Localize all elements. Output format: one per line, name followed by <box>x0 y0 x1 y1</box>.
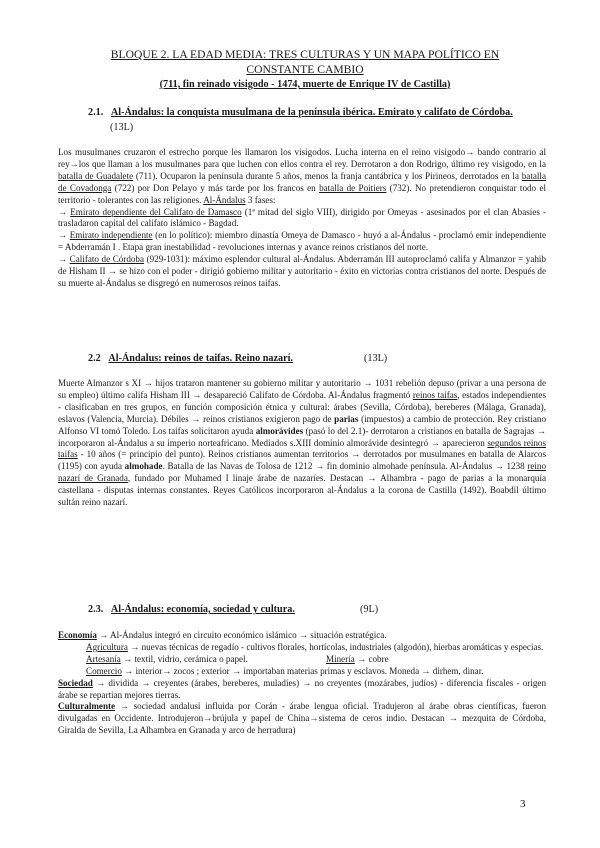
section-lines-2-2: (13L) <box>364 353 388 364</box>
section-lines-2-3: (9L) <box>360 604 379 615</box>
page-title-line-2: CONSTANTE CAMBIO <box>246 63 364 76</box>
section-heading-2-3: 2.3. Al-Ándalus: economía, sociedad y cultura. <box>88 604 295 615</box>
section-lines-2-1: (13L) <box>110 122 134 133</box>
section-2-2-body <box>58 378 546 509</box>
phase-item: → Califato de Córdoba (929-1031): máximo esplendor cultural al-Ándalus. Abderramán III autoproclamó califa y Almanzor = yahib de Hisham II → se hizo con el poder - dirigió gobierno militar y autoritario - éxito en victorias contra cristianos del norte. Después de su muerte al-Ándalus se disgregó en numerosos reinos taifas. <box>58 254 546 288</box>
section-2-3-body <box>58 630 546 737</box>
society-line: Sociedad → dividida → creyentes (árabes, bereberes, muladíes) → no creyentes (mozárabes, judíos) - diferencia fiscales - origen árabe se repartían mejores tierras. <box>58 677 546 700</box>
agriculture-line: Agricultura → nuevas técnicas de regadío - cultivos florales, hortícolas, industriales (algodón), hierbas aromáticas y especias. <box>86 641 544 652</box>
paragraph: Muerte Almanzor s XI → hijos trataron mantener su gobierno militar y autoritario → 1031 rebelión depuso (privar a una persona de su empleo) último califa Hisham III → desapareció Califato de Córdoba. Al-Ándalus fragmentó reinos taifas, estados independientes - clasificaban en tres grupos, en función composición étnica y cultural: árabes (Sevilla, Córdoba), bereberes (Málaga, Granada), eslavos (Valencia, Murcia). Débiles → reinos cristianos exigieron pago de parias (impuestos) a cambio de protección. Rey cristiano Alfonso VI tomó Toledo. Los taifas solicitaron ayuda almorávides (pasó lo del 2.1)- derrotaron a cristianos en batalla de Sagrajas → incorporaron al-Ándalus a su imperio norteafricano. Mediados s.XIII dominio almorávide desintegró → aparecieron segundos reinos taifas - 10 años (= principio del punto). Reinos cristianos aumentan territorios → derrotados por musulmanes en batalla de Alarcos (1195) con ayuda almohade. Batalla de las Navas de Tolosa de 1212 → fin dominio almohade península. Al-Ándalus → 1238 reino nazarí de Granada, fundado por Muhamed I linaje árabe de nazaríes. Destacan → Alhambra - pago de parias a la monarquía castellana - disputas internas constantes. Reyes Católicos incorporaron al-Ándalus a la corona de Castilla (1492). Boabdil último sultán reino nazarí. <box>58 378 547 508</box>
economy-line: Economía → Al-Ándalus integró en circuito económico islámico → situación estratégica. <box>58 630 387 640</box>
phase-item: → Emirato independiente (en lo político): miembro dinastía Omeya de Damasco - huyó a al-Ándalus - proclamó emir independiente = Abderramán I . Etapa gran inestabilidad - revoluciones internas y avance reinos cristianos del norte. <box>58 230 546 253</box>
culture-line: Culturalmente → sociedad andalusí influida por Corán - árabe lengua oficial. Tradujeron al árabe obras científicas, fueron divulgadas en Occidente. Introdujeron→brújula y papel de China→sistema de ceros indio. Destacan → mezquita de Córdoba, Giralda de Sevilla, La Alhambra en Granada y arco de herradura) <box>58 701 546 736</box>
section-title: Al-Ándalus: la conquista musulmana de la península ibérica. Emirato y califato de Córdoba. <box>110 107 513 118</box>
page-subtitle: (711, fin reinado visigodo - 1474, muerte de Enrique IV de Castilla) <box>159 79 451 90</box>
section-heading-2-1 <box>88 106 548 119</box>
phase-item: → Emirato dependiente del Califato de Damasco (1ª mitad del siglo VIII), dirigido por Omeyas - asesinados por el clan Abasíes - trasladaron capital del califato islámico - Bagdad. <box>58 206 547 229</box>
page-number: 3 <box>520 798 526 810</box>
page-title-line-1: BLOQUE 2. LA EDAD MEDIA: TRES CULTURAS Y UN MAPA POLÍTICO EN <box>110 48 500 61</box>
section-2-1-body <box>58 147 546 290</box>
commerce-line: Comercio → interior→ zocos ; exterior → importaban materias primas y esclavos. Moneda → dirhem, dinar. <box>86 665 484 676</box>
section-heading-2-2: 2.2 Al-Ándalus: reinos de taifas. Reino nazarí. <box>88 353 293 364</box>
paragraph: Los musulmanes cruzaron el estrecho porque les llamaron los visigodos. Lucha interna en el reino visigodo→ bando contrario al rey→los que llaman a los musulmanes para que luchen con ellos contra el rey. Derrotaron a don Rodrigo, último rey visigodo, en la batalla de Guadalete (711). Ocuparon la península durante 5 años, menos la franja cantábrica y los Pirineos, derrotados en la batalla de Covadonga (722) por Don Pelayo y más tarde por los francos en batalla de Poitiers (732). No pretendieron conquistar todo el territorio - tolerantes con las religiones. Al-Ándalus 3 fases: <box>58 147 547 205</box>
crafts-mining-row: Artesanía → textil, vidrio, cerámica o papel. Minería → cobre <box>86 653 389 664</box>
section-number: 2.1. <box>88 107 104 118</box>
